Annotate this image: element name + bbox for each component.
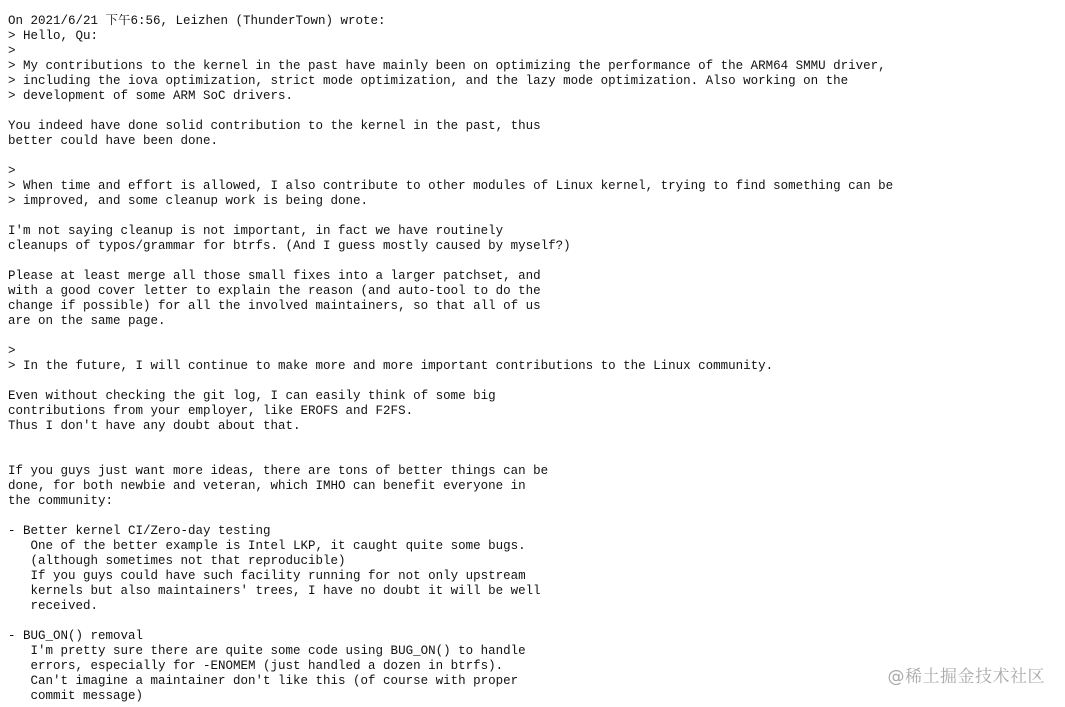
email-line: done, for both newbie and veteran, which IMHO can benefit everyone in — [8, 479, 526, 493]
email-line: better could have been done. — [8, 134, 219, 148]
email-line: Please at least merge all those small fixes into a larger patchset, and — [8, 269, 541, 283]
email-line: > improved, and some cleanup work is being done. — [8, 194, 369, 208]
email-line: - Better kernel CI/Zero-day testing — [8, 524, 271, 538]
email-line: > development of some ARM SoC drivers. — [8, 89, 294, 103]
email-line — [8, 209, 1058, 224]
email-line: I'm not saying cleanup is not important, in fact we have routinely — [8, 224, 504, 238]
email-line — [8, 254, 1058, 269]
email-line: - BUG_ON() removal — [8, 629, 144, 643]
email-line: errors, especially for -ENOMEM (just handled a dozen in btrfs). — [8, 659, 504, 673]
email-body — [8, 14, 1058, 704]
email-line: the community: — [8, 494, 114, 508]
email-line — [8, 449, 1058, 464]
email-line — [8, 509, 1058, 524]
email-line: You indeed have done solid contribution to the kernel in the past, thus — [8, 119, 541, 133]
email-line: are on the same page. — [8, 314, 166, 328]
watermark-text: @稀土掘金技术社区 — [887, 667, 1045, 687]
email-line — [8, 104, 1058, 119]
email-line: Even without checking the git log, I can easily think of some big — [8, 389, 496, 403]
email-line: If you guys could have such facility running for not only upstream — [8, 569, 526, 583]
email-line: with a good cover letter to explain the reason (and auto-tool to do the — [8, 284, 541, 298]
email-line — [8, 434, 1058, 449]
email-line: > My contributions to the kernel in the past have mainly been on optimizing the performance of the ARM64 SMMU driver, — [8, 59, 886, 73]
email-line: > Hello, Qu: — [8, 29, 99, 43]
email-line: > — [8, 344, 16, 358]
email-line — [8, 374, 1058, 389]
email-line: cleanups of typos/grammar for btrfs. (And I guess mostly caused by myself?) — [8, 239, 571, 253]
email-line: One of the better example is Intel LKP, it caught quite some bugs. — [8, 539, 526, 553]
email-line: Can't imagine a maintainer don't like this (of course with proper — [8, 674, 519, 688]
email-line: > including the iova optimization, strict mode optimization, and the lazy mode optimization. Also working on the — [8, 74, 849, 88]
email-line: received. — [8, 599, 99, 613]
email-line: Thus I don't have any doubt about that. — [8, 419, 301, 433]
email-line: kernels but also maintainers' trees, I have no doubt it will be well — [8, 584, 541, 598]
email-line: If you guys just want more ideas, there are tons of better things can be — [8, 464, 549, 478]
email-line: change if possible) for all the involved maintainers, so that all of us — [8, 299, 541, 313]
email-line: On 2021/6/21 下午6:56, Leizhen (ThunderTown) wrote: — [8, 14, 386, 28]
email-line — [8, 329, 1058, 344]
email-line: > — [8, 164, 16, 178]
email-line — [8, 149, 1058, 164]
email-line: > — [8, 44, 16, 58]
email-line: commit message) — [8, 689, 144, 703]
email-line: I'm pretty sure there are quite some code using BUG_ON() to handle — [8, 644, 526, 658]
email-line: (although sometimes not that reproducible) — [8, 554, 346, 568]
email-line — [8, 614, 1058, 629]
email-line: > In the future, I will continue to make more and more important contributions to the Linux community. — [8, 359, 774, 373]
email-line: > When time and effort is allowed, I also contribute to other modules of Linux kernel, trying to find something can be — [8, 179, 894, 193]
email-line: contributions from your employer, like EROFS and F2FS. — [8, 404, 414, 418]
